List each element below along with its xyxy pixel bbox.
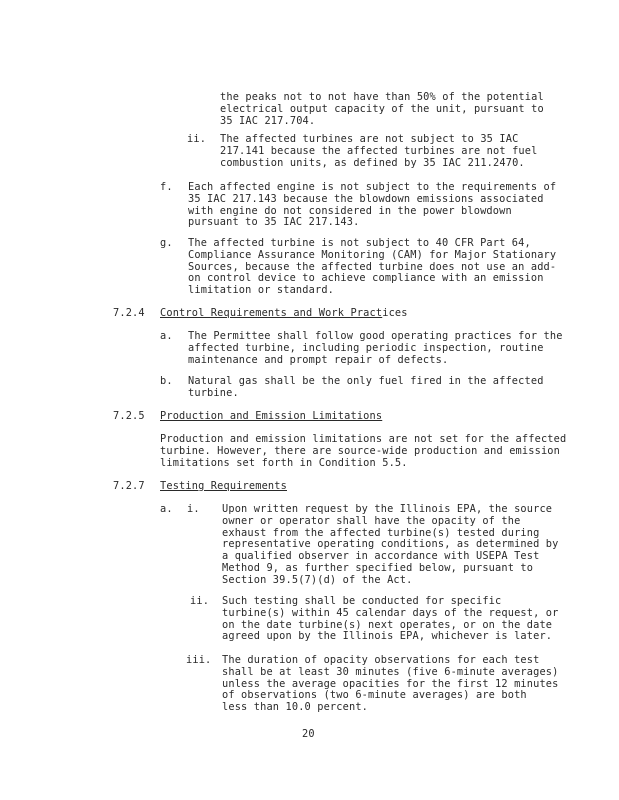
item-ii-number: ii. (187, 133, 207, 145)
continued-text: the peaks not to not have than 50% of the potential electrical output capacity of the unit, pursuant to 35 IAC 217.704. (220, 91, 544, 127)
item-a-text: The Permittee shall follow good operating practices for the affected turbine, including periodic inspection, routine maintenance and prompt repair of defects. (188, 330, 563, 366)
section-725-title: Production and Emission Limitations (160, 410, 383, 422)
item-g-number: g. (160, 237, 173, 249)
item-a-i-subnumber: i. (187, 503, 200, 515)
section-724-title: Control Requirements and Work Practices (160, 307, 408, 319)
item-ii-2-number: ii. (190, 595, 210, 607)
item-g-text: The affected turbine is not subject to 40 CFR Part 64, Compliance Assurance Monitoring (CAM) for Major Stationary Sources, because the affected turbine does not use an add- on control device to achieve compliance with an emission limitation or standard. (188, 237, 557, 297)
item-a-i-text: Upon written request by the Illinois EPA, the source owner or operator shall have the opacity of the exhaust from the affected turbine(s) tested during representative operating conditions, as determined by a qualified observer in accordance with USEPA Test Method 9, as further specified below, pursuant to Section 39.5(7)(d) of the Act. (222, 503, 559, 586)
item-ii-2-text: Such testing shall be conducted for specific turbine(s) within 45 calendar days of the request, or on the date turbine(s) next operates, or on the date agreed upon by the Illinois EPA, whichever is later. (222, 595, 559, 643)
item-f-text: Each affected engine is not subject to the requirements of 35 IAC 217.143 because the blowdown emissions associated with engine do not considered in the power blowdown pursuant to 35 IAC 217.143. (188, 181, 557, 229)
item-b-text: Natural gas shall be the only fuel fired in the affected turbine. (188, 375, 544, 399)
section-727-title: Testing Requirements (160, 480, 287, 492)
section-724-number: 7.2.4 (113, 307, 145, 319)
item-f-number: f. (160, 181, 173, 193)
section-727-number: 7.2.7 (113, 480, 145, 492)
item-iii-number: iii. (186, 654, 212, 666)
section-725-paragraph: Production and emission limitations are not set for the affected turbine. However, there are source-wide production and emission limitations set forth in Condition 5.5. (160, 433, 567, 469)
page-number: 20 (302, 728, 315, 740)
item-a-number: a. (160, 330, 173, 342)
item-b-number: b. (160, 375, 173, 387)
item-ii-text: The affected turbines are not subject to 35 IAC 217.141 because the affected turbines are not fuel combustion units, as defined by 35 IAC 211.2470. (220, 133, 538, 169)
section-725-number: 7.2.5 (113, 410, 145, 422)
item-a-i-number: a. (160, 503, 173, 515)
item-iii-text: The duration of opacity observations for each test shall be at least 30 minutes (five 6-minute averages) unless the average opacities for the first 12 minutes of observations (two 6-minute averages) are both less than 10.0 percent. (222, 654, 559, 714)
